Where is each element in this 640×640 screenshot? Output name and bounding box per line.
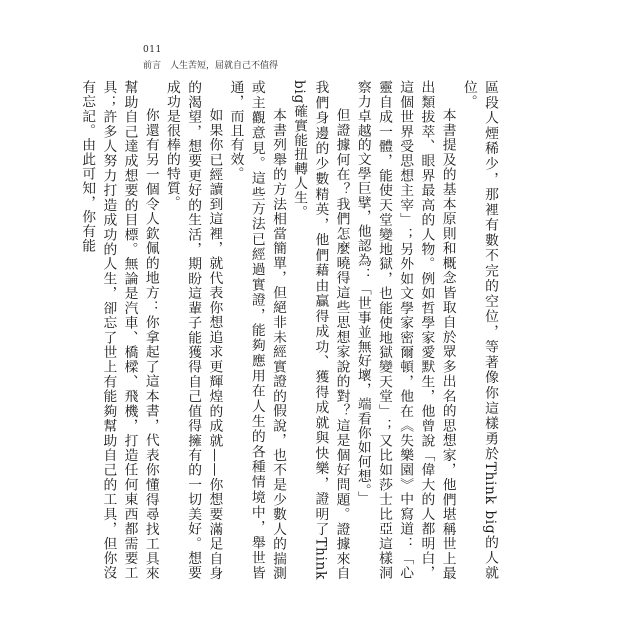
paragraph: 本書列舉的方法相當簡單，但絕非未經實證的假說，也不是少數人的揣測或主觀意見。這些方法已經過實證，能夠應用在人生的各種情境中，舉世皆通，而且有效。 <box>227 80 286 580</box>
paragraph: 本書提及的基本原則和概念皆取自於眾多出名的思想家，他們堪稱世上最出類拔萃、眼界最高的人物。例如哲學家愛默生，他曾說「偉大的人都明白，這個世界受思想主宰」；另外如文學家密爾頓，他在《失樂園》中寫道：「心靈自成一體，能使天堂變地獄，也能使地獄變天堂」；又比如莎士比亞這樣洞察力卓越的文學巨擘，他認為：「世事並無好壞，端看你如何想。」 <box>354 80 456 580</box>
body-text <box>76 80 500 580</box>
paragraph: 區段人煙稀少，那裡有數不完的空位，等著像你這樣勇於Think big的人就位。 <box>460 80 498 580</box>
paragraph: 但證據何在？我們怎麼曉得這些思想家說的對？這是個好問題。證據來自我們身邊的少數精英，他們藉由贏得成功、獲得成就與快樂，證明了Think big確實能扭轉人生。 <box>291 80 350 580</box>
paragraph: 你還有另一個令人欽佩的地方：你拿起了這本書，代表你懂得尋找工具來幫助自己達成想要的目標。無論是汽車、橋樑、飛機，打造任何東西都需要工具；許多人努力打造成功的人生，卻忘了世上有能夠幫助自己的工具，但你沒有忘記。由此可知，你有能 <box>79 80 159 580</box>
running-title: 前言 人生苦短，屈就自己不值得 <box>143 61 279 71</box>
paragraph: 如果你已經讀到這裡，就代表你想追求更輝煌的成就——你想要滿足自身的渴望，想要更好的生活，期盼這輩子能獲得自己值得擁有的一切美好。想要成功是很棒的特質。 <box>163 80 223 580</box>
page-header <box>143 43 278 73</box>
page-number: 011 <box>143 45 162 55</box>
